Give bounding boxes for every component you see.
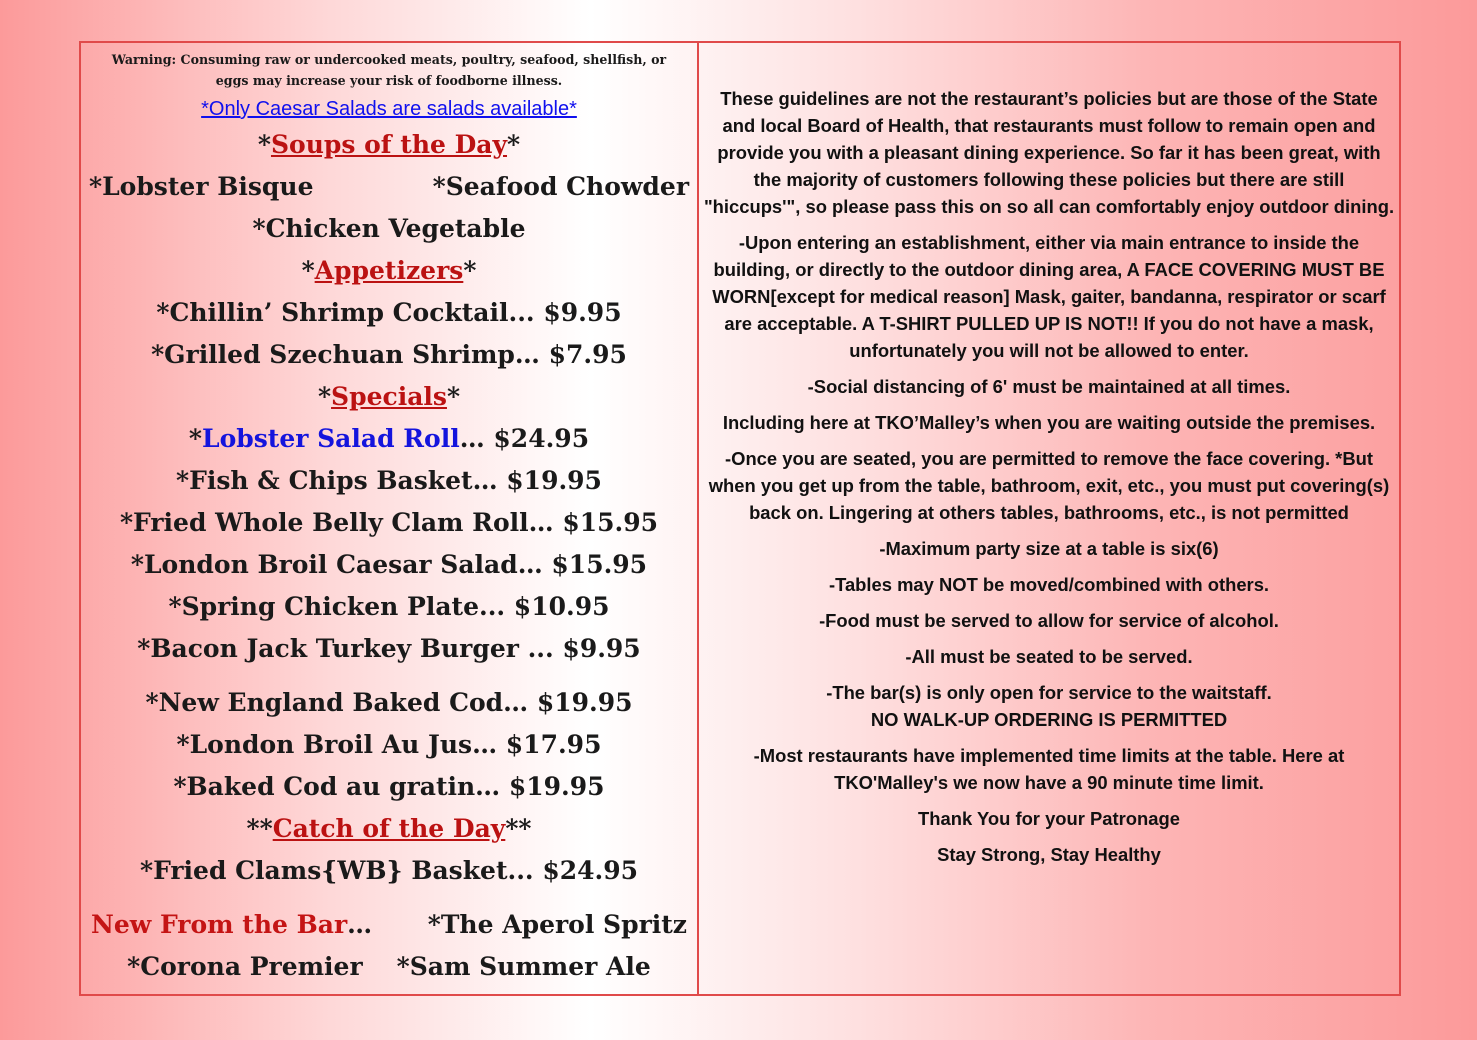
guideline-face-covering: -Upon entering an establishment, either via main entrance to inside the building, or directly to the outdoor dining area, A FACE COVERING MUST BE WORN[except for medical reason] Mask, gaiter, bandanna, respirator or scarf are acceptable. A T-SHIRT PULLED UP IS NOT!! If you do not have a mask, unfortunately you will not be allowed to enter.: [712, 232, 1386, 361]
menu-column: [81, 43, 699, 994]
appetizers-prefix: *: [301, 256, 315, 285]
specials-prefix: *: [317, 382, 332, 411]
menu-item-sam-summer-ale: *Sam Summer Ale: [396, 952, 651, 981]
guideline-food-alcohol: -Food must be served to allow for service of alcohol.: [819, 610, 1279, 631]
menu-item-baked-cod: *New England Baked Cod… $19.95: [145, 688, 633, 717]
menu-item-seafood-chowder: *Seafood Chowder: [432, 172, 689, 201]
bar-row-2: [89, 946, 689, 988]
soups-prefix: *: [257, 130, 271, 159]
lobster-name: Lobster Salad Roll: [201, 424, 460, 453]
specials-heading: [89, 376, 689, 418]
guideline-seated-served: -All must be seated to be served.: [905, 646, 1193, 667]
guideline-no-walkup: NO WALK-UP ORDERING IS PERMITTED: [870, 709, 1228, 730]
spacer: [89, 670, 689, 682]
guideline-bar-waitstaff: -The bar(s) is only open for service to the waitstaff.: [826, 682, 1272, 703]
catch-suffix: **: [505, 814, 532, 843]
soups-suffix: *: [507, 130, 521, 159]
specials-suffix: *: [446, 382, 461, 411]
catch-heading: [89, 808, 689, 850]
menu-item-au-jus: *London Broil Au Jus… $17.95: [176, 730, 602, 759]
guideline-waiting-outside: Including here at TKO’Malley’s when you are waiting outside the premises.: [722, 412, 1376, 433]
menu-item-spring-chicken: *Spring Chicken Plate... $10.95: [168, 592, 610, 621]
catch-prefix: **: [246, 814, 273, 843]
soups-row: [89, 166, 689, 208]
menu-panel: [79, 41, 1401, 996]
menu-item-corona-premier: *Corona Premier: [127, 952, 363, 981]
bar-ellipsis: …: [347, 910, 373, 939]
menu-item-cod-au-gratin: *Baked Cod au gratin… $19.95: [173, 772, 605, 801]
guideline-seated: -Once you are seated, you are permitted to remove the face covering. *But when you get up from the table, bathroom, exit, etc., you must put covering(s) back on. Lingering at others tables, bathrooms, etc., is not permitted: [708, 448, 1390, 523]
menu-item-aperol-spritz: *The Aperol Spritz: [427, 910, 687, 939]
menu-item-lobster-bisque: *Lobster Bisque: [89, 172, 314, 201]
menu-item-fish-chips: *Fish & Chips Basket… $19.95: [176, 466, 602, 495]
menu-item-clam-roll: *Fried Whole Belly Clam Roll… $15.95: [119, 508, 658, 537]
specials-title: Specials: [331, 382, 447, 411]
appetizers-heading: [89, 250, 689, 292]
soups-heading: [89, 124, 689, 166]
menu-item-london-broil-caesar: *London Broil Caesar Salad… $15.95: [130, 550, 648, 579]
menu-item-turkey-burger: *Bacon Jack Turkey Burger ... $9.95: [137, 634, 641, 663]
appetizers-suffix: *: [463, 256, 477, 285]
menu-item-szechuan-shrimp: *Grilled Szechuan Shrimp… $7.95: [151, 340, 627, 369]
menu-item-shrimp-cocktail: *Chillin’ Shrimp Cocktail... $9.95: [156, 298, 622, 327]
food-warning: Warning: Consuming raw or undercooked meats, poultry, seafood, shellfish, or eggs may increase your risk of foodborne illness.: [111, 52, 667, 88]
stay-strong: Stay Strong, Stay Healthy: [937, 844, 1161, 865]
lobster-prefix: *: [188, 424, 202, 453]
bar-label: New From the Bar: [91, 910, 348, 939]
catch-title: Catch of the Day: [272, 814, 506, 843]
guidelines-column: [699, 43, 1399, 994]
spacer: [89, 892, 689, 904]
guideline-distancing: -Social distancing of 6' must be maintained at all times.: [807, 376, 1291, 397]
bar-row-1: [89, 904, 689, 946]
menu-item-chicken-vegetable: *Chicken Vegetable: [252, 214, 526, 243]
guideline-tables: -Tables may NOT be moved/combined with others.: [828, 574, 1270, 595]
guidelines-intro: These guidelines are not the restaurant’s policies but are those of the State and local Board of Health, that restaurants must follow to remain open and provide you with a pleasant dining experience. So far it has been great, with the majority of customers following these policies but there are still "hiccups'", so please pass this on so all can comfortably enjoy outdoor dining.: [703, 88, 1395, 217]
thank-you: Thank You for your Patronage: [918, 808, 1180, 829]
guideline-time-limit: -Most restaurants have implemented time limits at the table. Here at TKO'Malley's we now have a 90 minute time limit.: [753, 745, 1345, 793]
menu-item-lobster-salad-roll: [89, 418, 689, 460]
lobster-price: … $24.95: [459, 424, 590, 453]
guideline-party-size: -Maximum party size at a table is six(6): [879, 538, 1219, 559]
bar-heading: [91, 904, 372, 946]
soups-title: Soups of the Day: [270, 130, 508, 159]
menu-item-fried-clams: *Fried Clams{WB} Basket... $24.95: [140, 856, 638, 885]
appetizers-title: Appetizers: [314, 256, 464, 285]
salad-notice: *Only Caesar Salads are salads available*: [201, 98, 577, 120]
